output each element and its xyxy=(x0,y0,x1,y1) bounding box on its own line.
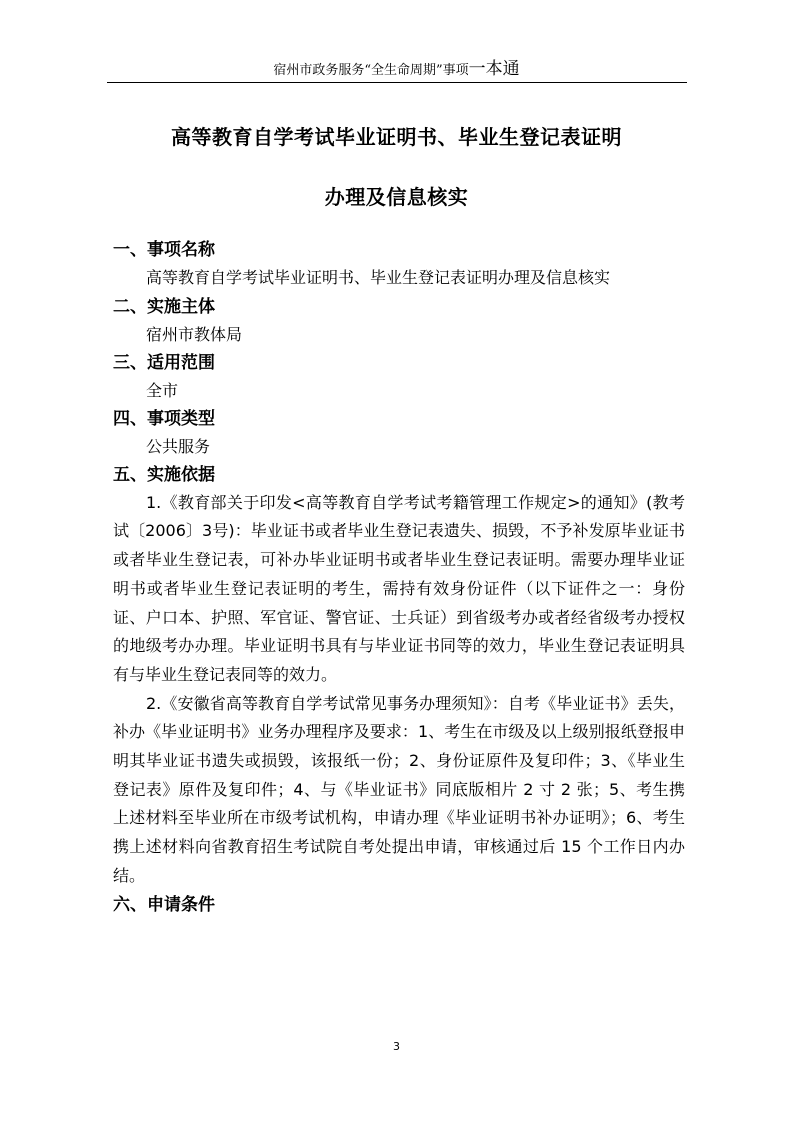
legal-basis-paragraph-1: 1.《教育部关于印发<高等教育自学考试考籍管理工作规定>的通知》(教考试〔2006〕3号)：毕业证书或者毕业生登记表遗失、损毁，不予补发原毕业证书或者毕业生登记表，可补办毕业证明书或者毕业生登记表证明。需要办理毕业证明书或者毕业生登记表证明的考生，需持有效身份证件（以下证件之一：身份证、户口本、护照、军官证、警官证、士兵证）到省级考办或者经省级考办授权的地级考办办理。毕业证明书具有与毕业证书同等的效力，毕业生登记表证明具有与毕业生登记表同等的效力。 xyxy=(113,492,685,684)
section-body-implementer: 宿州市教体局 xyxy=(146,324,243,344)
legal-basis-paragraph-2: 2.《安徽省高等教育自学考试常见事务办理须知》：自考《毕业证书》丢失，补办《毕业证明书》业务办理程序及要求：1、考生在市级及以上级别报纸登报申明其毕业证书遗失或损毁，该报纸一份；2、身份证原件及复印件；3、《毕业生登记表》原件及复印件；4、与《毕业证书》同底版相片 2 寸 2 张；5、考生携上述材料至毕业所在市级考试机构，申请办理《毕业证明书补办证明》；6、考生携上述材料向省教育招生考试院自考处提出申请，审核通过后 15 个工作日内办结。 xyxy=(113,693,685,885)
section-heading-item-name: 一、事项名称 xyxy=(113,240,215,260)
section-body-scope: 全市 xyxy=(146,380,179,400)
section-heading-item-type: 四、事项类型 xyxy=(113,408,215,429)
section-heading-legal-basis: 五、实施依据 xyxy=(113,464,215,485)
document-title-line1: 高等教育自学考试毕业证明书、毕业生登记表证明 xyxy=(171,125,622,149)
section-body-item-name: 高等教育自学考试毕业证明书、毕业生登记表证明办理及信息核实 xyxy=(146,268,611,287)
page-number: 3 xyxy=(393,1040,400,1053)
document-title-line2: 办理及信息核实 xyxy=(324,185,469,209)
section-heading-conditions: 六、申请条件 xyxy=(113,894,215,915)
section-heading-implementer: 二、实施主体 xyxy=(113,296,215,317)
running-header xyxy=(0,60,793,80)
section-body-item-type: 公共服务 xyxy=(146,436,211,456)
header-prefix: 宿州市政务服务“全生命周期”事项 xyxy=(273,63,469,78)
header-suffix: 一本通 xyxy=(468,59,520,79)
document-body xyxy=(113,236,685,919)
header-rule xyxy=(107,82,687,83)
section-heading-scope: 三、适用范围 xyxy=(113,352,215,373)
